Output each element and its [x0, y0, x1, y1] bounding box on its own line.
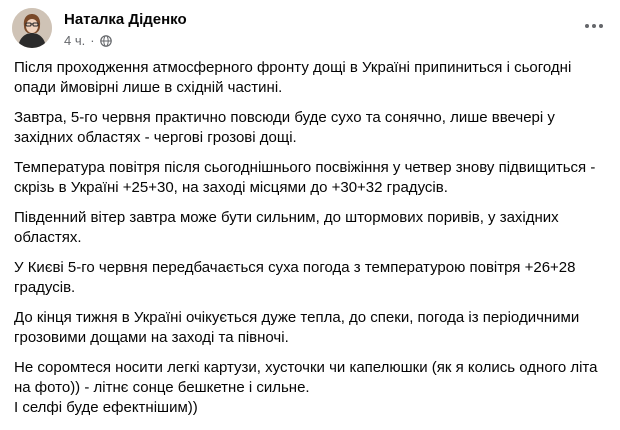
separator-dot: ·	[90, 33, 95, 48]
avatar[interactable]	[12, 8, 52, 48]
post-paragraph-6: До кінця тижня в Україні очікується дуже тепла, до спеки, погода із періодичними грозовими дощами на заході та півночі.	[14, 309, 580, 346]
more-options-button[interactable]	[578, 10, 610, 42]
post-paragraph-2: Завтра, 5-го червня практично повсюди буде сухо та сонячно, лише ввечері у західних областях - чергові грозові дощі.	[14, 109, 555, 146]
post-header	[12, 8, 187, 52]
post-text	[14, 58, 610, 428]
post-paragraph-7	[14, 358, 610, 418]
post-paragraph-4: Південний вітер завтра може бути сильним, до штормових поривів, у західних областях.	[14, 209, 559, 246]
globe-icon[interactable]	[100, 35, 112, 47]
post-time[interactable]: 4 ч.	[64, 33, 86, 48]
post-meta	[64, 11, 187, 49]
more-options-icon	[584, 23, 604, 29]
post-paragraph-3: Температура повітря після сьогоднішнього посвіжіння у четвер знову підвищиться - скрізь в Україні +25+30, на заході місцями до +30+32 градусів.	[14, 159, 596, 196]
post-paragraph-7-line-2: І селфі буде ефектнішим))	[14, 399, 198, 416]
post-paragraph-7-line-1: Не соромтеся носити легкі картузи, хусточки чи капелюшки (як я колись одного літа на фото)) - літнє сонце бешкетне і сильне.	[14, 359, 598, 396]
author-name[interactable]: Наталка Діденко	[64, 11, 187, 28]
post-paragraph-5: У Києві 5-го червня передбачається суха погода з температурою повітря +26+28 градусів.	[14, 259, 576, 296]
post-subline	[64, 33, 187, 49]
post-paragraph-1: Після проходження атмосферного фронту дощі в Україні припиниться і сьогодні опади ймовірні лише в східній частині.	[14, 59, 572, 96]
avatar-photo-icon	[12, 8, 52, 48]
